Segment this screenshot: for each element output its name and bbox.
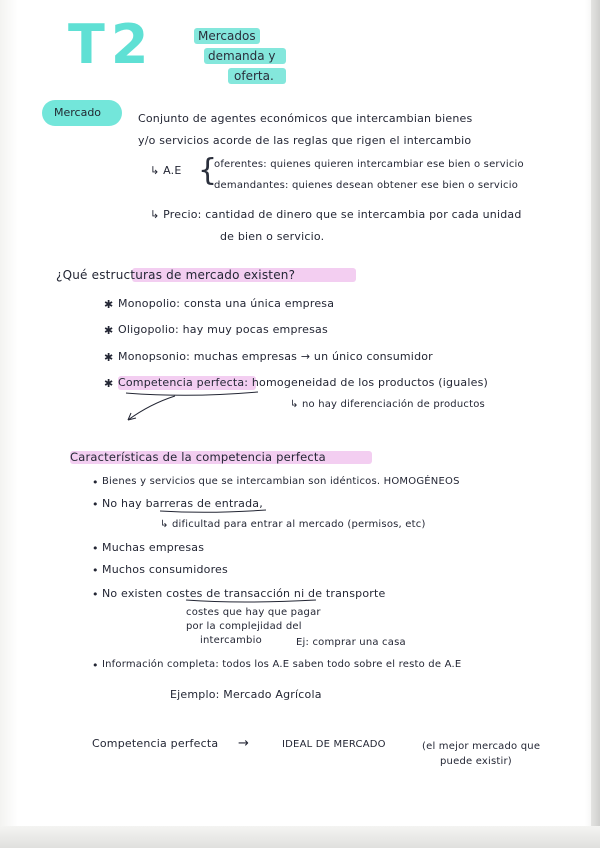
arrow-right-icon: → <box>238 736 250 751</box>
list-item: Muchas empresas <box>102 541 205 554</box>
list-item: Información completa: todos los A.E saben todo sobre el resto de A.E <box>102 659 462 670</box>
definition-line: Conjunto de agentes económicos que intercambian bienes <box>138 112 473 125</box>
bullet-dot-icon: • <box>92 564 99 577</box>
term-text: Mercado <box>54 106 102 119</box>
example-line: Ejemplo: Mercado Agrícola <box>170 688 322 701</box>
underline-stroke <box>160 510 266 512</box>
underline-stroke <box>186 600 316 602</box>
bullet-dot-icon: • <box>92 476 99 489</box>
brace-icon: { <box>198 153 218 188</box>
star-bullet-icon: ✱ <box>104 324 114 337</box>
topic-code: T2 <box>68 13 155 76</box>
list-item: Muchos consumidores <box>102 563 228 576</box>
bullet-dot-icon: • <box>92 498 99 511</box>
ae-label: ↳ A.E <box>150 164 182 177</box>
subtitle-line: demanda y <box>208 49 276 63</box>
bullet-dot-icon: • <box>92 542 99 555</box>
underline-stroke <box>126 392 258 395</box>
list-note: por la complejidad del <box>186 621 302 632</box>
definition-line: de bien o servicio. <box>220 230 325 243</box>
section-heading: Características de la competencia perfecta <box>70 450 326 464</box>
conclusion-note: puede existir) <box>440 756 512 767</box>
list-note: costes que hay que pagar <box>186 607 321 618</box>
star-bullet-icon: ✱ <box>104 377 114 390</box>
list-item: No hay barreras de entrada, <box>102 497 263 510</box>
star-bullet-icon: ✱ <box>104 351 114 364</box>
list-item: Bienes y servicios que se intercambian son idénticos. HOMOGÉNEOS <box>102 476 460 487</box>
conclusion-note: (el mejor mercado que <box>422 741 541 752</box>
list-note: intercambio <box>200 635 262 646</box>
definition-line: y/o servicios acorde de las reglas que rigen el intercambio <box>138 134 472 147</box>
definition-line: demandantes: quienes desean obtener ese bien o servicio <box>214 180 519 191</box>
list-note: ↳ dificultad para entrar al mercado (permisos, etc) <box>160 519 426 530</box>
list-item: Oligopolio: hay muy pocas empresas <box>118 323 328 336</box>
list-item: No existen costes de transacción ni de transporte <box>102 587 386 600</box>
list-item: Monopolio: consta una única empresa <box>118 297 335 310</box>
subtitle-line: oferta. <box>234 69 274 83</box>
definition-line: oferentes: quienes quieren intercambiar ese bien o servicio <box>214 159 524 170</box>
section-question: ¿Qué estructuras de mercado existen? <box>56 268 296 282</box>
list-note: Ej: comprar una casa <box>296 637 406 648</box>
list-note: ↳ no hay diferenciación de productos <box>290 399 485 410</box>
conclusion-right: IDEAL DE MERCADO <box>282 739 386 750</box>
star-bullet-icon: ✱ <box>104 298 114 311</box>
precio-line: ↳ Precio: cantidad de dinero que se intercambia por cada unidad <box>150 208 522 221</box>
bullet-dot-icon: • <box>92 588 99 601</box>
subtitle-line: Mercados <box>198 29 256 43</box>
bullet-dot-icon: • <box>92 659 99 672</box>
list-item: Monopsonio: muchas empresas → un único consumidor <box>118 350 433 363</box>
list-item: Competencia perfecta: homogeneidad de los productos (iguales) <box>118 376 488 389</box>
conclusion-left: Competencia perfecta <box>92 737 219 750</box>
curved-arrow-icon <box>128 396 175 420</box>
